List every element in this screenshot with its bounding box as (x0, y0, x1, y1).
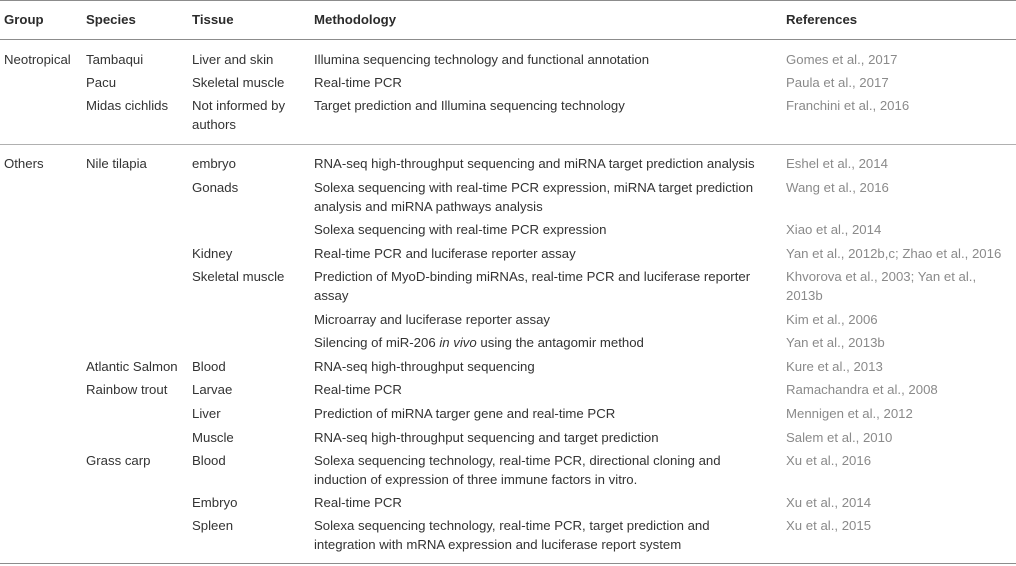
row-methodology: Illumina sequencing technology and functional annotation (314, 52, 650, 67)
row-group: Neotropical (4, 52, 71, 67)
row-methodology-line-2: induction of expression of three immune factors in vitro. (314, 472, 638, 487)
row-reference: Xu et al., 2015 (786, 518, 872, 533)
row-tissue: Liver (192, 406, 221, 421)
row-reference: Xiao et al., 2014 (786, 222, 882, 237)
row-species: Pacu (86, 75, 117, 90)
row-tissue: Skeletal muscle (192, 269, 285, 284)
row-reference: Paula et al., 2017 (786, 75, 889, 90)
row-reference-line-1: Khvorova et al., 2003; Yan et al., (786, 269, 977, 284)
row-reference: Salem et al., 2010 (786, 430, 893, 445)
row-methodology-line-2: assay (314, 288, 349, 303)
row-reference: Yan et al., 2013b (786, 335, 885, 350)
row-tissue: Larvae (192, 382, 233, 397)
header-tissue: Tissue (192, 12, 234, 27)
row-reference: Gomes et al., 2017 (786, 52, 898, 67)
row-methodology: Real-time PCR (314, 495, 402, 510)
row-methodology: Real-time PCR (314, 75, 402, 90)
row-species: Tambaqui (86, 52, 144, 67)
row-methodology-line-1: Solexa sequencing with real-time PCR expression, miRNA target prediction (314, 180, 754, 195)
header-group: Group (4, 12, 44, 27)
row-reference: Franchini et al., 2016 (786, 98, 910, 113)
row-methodology: RNA-seq high-throughput sequencing and target prediction (314, 430, 659, 445)
header-methodology: Methodology (314, 12, 397, 27)
row-reference: Kim et al., 2006 (786, 312, 878, 327)
row-methodology: Real-time PCR (314, 382, 402, 397)
row-species: Atlantic Salmon (86, 359, 178, 374)
row-tissue: Embryo (192, 495, 238, 510)
row-group: Others (4, 156, 44, 171)
methodology-text: Silencing of miR-206 (314, 335, 440, 350)
row-tissue: Blood (192, 453, 226, 468)
row-methodology-line-1: Prediction of MyoD-binding miRNAs, real-time PCR and luciferase reporter (314, 269, 751, 284)
row-methodology: Target prediction and Illumina sequencing technology (314, 98, 625, 113)
row-methodology-line-2: analysis and miRNA pathways analysis (314, 199, 543, 214)
row-tissue: Spleen (192, 518, 234, 533)
row-tissue: Skeletal muscle (192, 75, 285, 90)
methodology-italic: in vivo (439, 335, 477, 350)
row-species: Nile tilapia (86, 156, 147, 171)
row-methodology: Real-time PCR and luciferase reporter assay (314, 246, 576, 261)
row-tissue: Blood (192, 359, 226, 374)
methodology-text: using the antagomir method (476, 335, 644, 350)
row-methodology: RNA-seq high-throughput sequencing (314, 359, 535, 374)
row-methodology-line-1: Solexa sequencing technology, real-time PCR, directional cloning and (314, 453, 721, 468)
group-separator (0, 144, 1016, 145)
row-species: Midas cichlids (86, 98, 169, 113)
row-methodology-line-1: Solexa sequencing technology, real-time PCR, target prediction and (314, 518, 710, 533)
header-bottom-rule (0, 39, 1016, 40)
row-reference: Yan et al., 2012b,c; Zhao et al., 2016 (786, 246, 1002, 261)
row-tissue: Gonads (192, 180, 239, 195)
table-bottom-rule (0, 563, 1016, 564)
row-methodology: Prediction of miRNA targer gene and real-time PCR (314, 406, 616, 421)
row-methodology: RNA-seq high-throughput sequencing and miRNA target prediction analysis (314, 156, 755, 171)
row-reference-line-2: 2013b (786, 288, 823, 303)
row-methodology-line-2: integration with mRNA expression and luciferase report system (314, 537, 682, 552)
row-reference: Kure et al., 2013 (786, 359, 883, 374)
table-top-rule (0, 0, 1016, 1)
header-references: References (786, 12, 858, 27)
row-reference: Xu et al., 2014 (786, 495, 872, 510)
header-species: Species (86, 12, 136, 27)
row-reference: Xu et al., 2016 (786, 453, 872, 468)
row-tissue: Liver and skin (192, 52, 274, 67)
row-methodology: Microarray and luciferase reporter assay (314, 312, 551, 327)
row-methodology (314, 332, 644, 353)
row-reference: Wang et al., 2016 (786, 180, 889, 195)
row-reference: Eshel et al., 2014 (786, 156, 888, 171)
row-tissue: Muscle (192, 430, 234, 445)
row-tissue: embryo (192, 156, 236, 171)
row-species: Rainbow trout (86, 382, 168, 397)
row-reference: Ramachandra et al., 2008 (786, 382, 938, 397)
row-tissue-line-2: authors (192, 117, 236, 132)
row-methodology: Solexa sequencing with real-time PCR expression (314, 222, 607, 237)
row-reference: Mennigen et al., 2012 (786, 406, 913, 421)
row-tissue: Kidney (192, 246, 233, 261)
row-species: Grass carp (86, 453, 151, 468)
row-tissue-line-1: Not informed by (192, 98, 286, 113)
